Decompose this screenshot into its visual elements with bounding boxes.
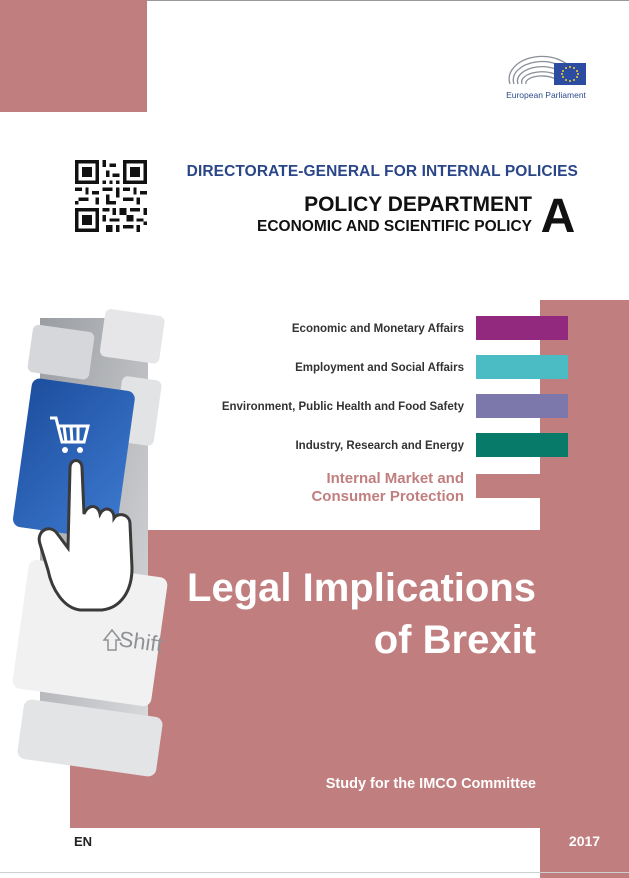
language-code: EN bbox=[74, 834, 93, 849]
category-label-industry-research: Industry, Research and Energy bbox=[295, 440, 464, 452]
category-bar-environment-health bbox=[476, 394, 568, 418]
qr-code-icon bbox=[75, 160, 147, 232]
highlight-category-bar bbox=[476, 474, 540, 498]
shopping-cart-keyboard-photo bbox=[40, 318, 165, 740]
bottom-border-line bbox=[0, 872, 629, 873]
policy-department-subtitle: ECONOMIC AND SCIENTIFIC POLICY bbox=[257, 218, 532, 235]
main-title-line2: of Brexit bbox=[373, 618, 536, 662]
category-label-economic-monetary: Economic and Monetary Affairs bbox=[291, 323, 464, 335]
top-border-line bbox=[147, 0, 629, 1]
policy-department-letter: A bbox=[540, 190, 576, 243]
policy-department-title: POLICY DEPARTMENT bbox=[304, 193, 532, 216]
logo-caption: European Parliament bbox=[506, 90, 586, 100]
footer-strip bbox=[70, 828, 540, 878]
category-bar-economic-monetary bbox=[476, 316, 568, 340]
highlight-category-line1: Internal Market and bbox=[326, 470, 464, 487]
top-left-color-block bbox=[0, 0, 147, 112]
category-bar-industry-research bbox=[476, 433, 568, 457]
directorate-title: DIRECTORATE-GENERAL FOR INTERNAL POLICIES bbox=[186, 163, 578, 180]
highlight-category-line2: Consumer Protection bbox=[311, 488, 464, 505]
main-title-line1: Legal Implications bbox=[187, 566, 536, 610]
study-subtitle: Study for the IMCO Committee bbox=[325, 776, 536, 792]
shift-key-label: Shift bbox=[117, 626, 165, 658]
right-color-panel bbox=[540, 300, 629, 878]
category-label-employment-social: Employment and Social Affairs bbox=[295, 362, 464, 374]
category-label-environment-health: Environment, Public Health and Food Safety bbox=[221, 401, 464, 413]
category-bar-employment-social bbox=[476, 355, 568, 379]
publication-year: 2017 bbox=[568, 833, 601, 849]
